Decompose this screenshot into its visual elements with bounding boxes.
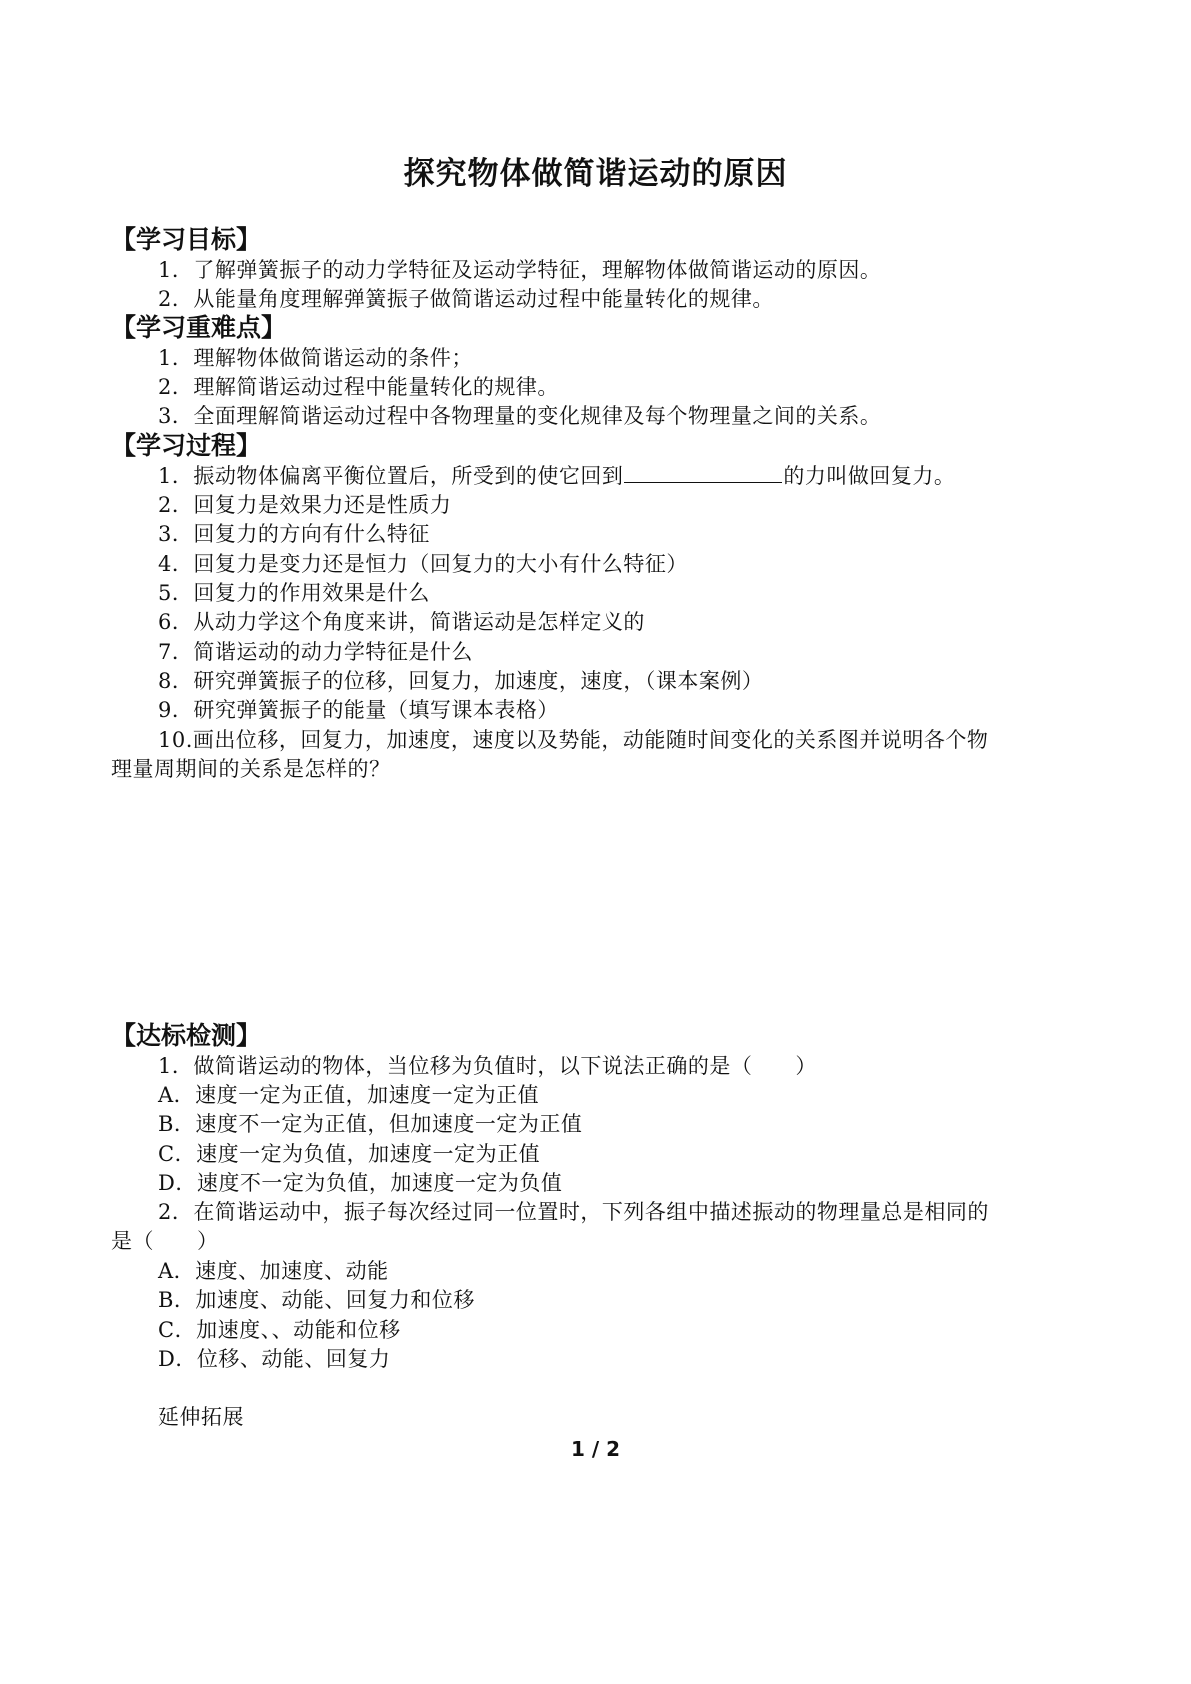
q1-option-a: A．速度一定为正值，加速度一定为正值 [158,1083,540,1107]
key-point-item-1: 1．理解物体做简谐运动的条件； [158,346,473,370]
test-question-2-cont: 是（ ） [111,1229,219,1253]
process-item-8: 8．研究弹簧振子的位移，回复力，加速度，速度，（课本案例） [158,669,764,693]
q2-option-c: C．加速度、、动能和位移 [158,1318,401,1342]
heading-goals: 【学习目标】 [111,225,262,254]
page-title: 探究物体做简谐运动的原因 [403,156,788,192]
process-item-9: 9．研究弹簧振子的能量（填写课本表格） [158,698,559,722]
fill-in-blank[interactable] [624,464,782,483]
process-item-1 [158,461,955,491]
q1-option-c: C．速度一定为负值，加速度一定为正值 [158,1142,541,1166]
page-number: 1 / 2 [570,1437,621,1461]
heading-key-points: 【学习重难点】 [111,313,287,342]
process-item-6: 6．从动力学这个角度来讲，简谐运动是怎样定义的 [158,610,645,634]
test-question-2: 2．在简谐运动中，振子每次经过同一位置时，下列各组中描述振动的物理量总是相同的 [158,1200,989,1224]
process-item-2: 2．回复力是效果力还是性质力 [158,493,452,517]
process-item-5: 5．回复力的作用效果是什么 [158,581,430,605]
process-item-3: 3．回复力的方向有什么特征 [158,522,430,546]
heading-process: 【学习过程】 [111,431,262,460]
q2-option-b: B．加速度、动能、回复力和位移 [158,1288,475,1312]
goal-item-2: 2．从能量角度理解弹簧振子做简谐运动过程中能量转化的规律。 [158,287,774,311]
heading-test: 【达标检测】 [111,1021,262,1050]
q1-option-b: B．速度不一定为正值，但加速度一定为正值 [158,1112,583,1136]
q2-option-a: A．速度、加速度、动能 [158,1259,389,1283]
process-item-10: 10.画出位移，回复力，加速度，速度以及势能，动能随时间变化的关系图并说明各个物 [158,728,989,752]
process-item-7: 7．简谐运动的动力学特征是什么 [158,640,473,664]
q2-option-d: D．位移、动能、回复力 [158,1347,391,1371]
q1-option-d: D．速度不一定为负值，加速度一定为负值 [158,1171,563,1195]
extension-label: 延伸拓展 [158,1405,244,1429]
process-item-4: 4．回复力是变力还是恒力（回复力的大小有什么特征） [158,552,688,576]
process-item-1-text-end: 的力叫做回复力。 [783,464,956,488]
key-point-item-3: 3．全面理解简谐运动过程中各物理量的变化规律及每个物理量之间的关系。 [158,404,882,428]
goal-item-1: 1．了解弹簧振子的动力学特征及运动学特征，理解物体做简谐运动的原因。 [158,258,882,282]
process-item-1-text: 1．振动物体偏离平衡位置后，所受到的使它回到 [158,464,624,488]
test-question-1: 1．做简谐运动的物体，当位移为负值时，以下说法正确的是（ ） [158,1054,817,1078]
process-item-10-cont: 理量周期间的关系是怎样的？ [111,757,391,781]
key-point-item-2: 2．理解简谐运动过程中能量转化的规律。 [158,375,559,399]
